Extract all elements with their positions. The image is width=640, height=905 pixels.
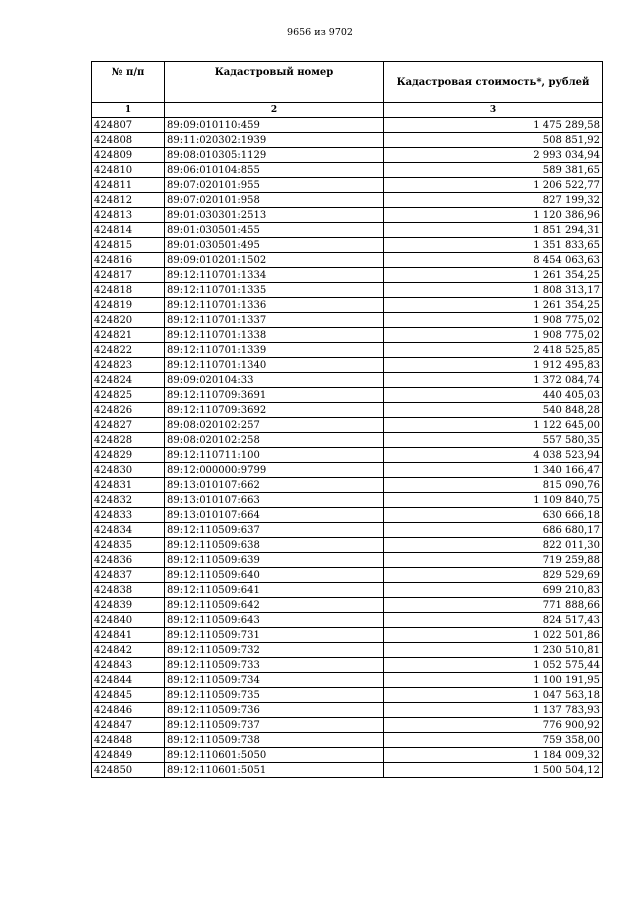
cadastral-number-cell: 89:01:030301:2513 — [165, 208, 384, 223]
row-index-cell: 424832 — [92, 493, 165, 508]
cadastral-number-cell: 89:13:010107:663 — [165, 493, 384, 508]
cadastral-value-cell: 1 047 563,18 — [384, 688, 603, 703]
cadastral-number-cell: 89:12:110709:3692 — [165, 403, 384, 418]
row-index-cell: 424834 — [92, 523, 165, 538]
table-row — [92, 703, 603, 718]
table-header-row — [92, 62, 603, 103]
row-index-cell: 424826 — [92, 403, 165, 418]
cadastral-number-cell: 89:12:110701:1339 — [165, 343, 384, 358]
cadastral-value-cell: 1 261 354,25 — [384, 268, 603, 283]
row-index-cell: 424824 — [92, 373, 165, 388]
table-row — [92, 313, 603, 328]
row-index-cell: 424813 — [92, 208, 165, 223]
table-row — [92, 493, 603, 508]
cadastral-value-cell: 1 908 775,02 — [384, 313, 603, 328]
cadastral-value-table — [91, 61, 603, 778]
cadastral-number-cell: 89:08:020102:258 — [165, 433, 384, 448]
row-index-cell: 424840 — [92, 613, 165, 628]
table-row — [92, 688, 603, 703]
table-row — [92, 268, 603, 283]
cadastral-value-cell: 8 454 063,63 — [384, 253, 603, 268]
row-index-cell: 424828 — [92, 433, 165, 448]
table-row — [92, 118, 603, 133]
table-row — [92, 613, 603, 628]
cadastral-value-cell: 827 199,32 — [384, 193, 603, 208]
cadastral-number-cell: 89:12:110701:1335 — [165, 283, 384, 298]
row-index-cell: 424844 — [92, 673, 165, 688]
row-index-cell: 424837 — [92, 568, 165, 583]
table-row — [92, 178, 603, 193]
cadastral-number-cell: 89:12:110601:5050 — [165, 748, 384, 763]
cadastral-number-cell: 89:12:110509:732 — [165, 643, 384, 658]
row-index-cell: 424822 — [92, 343, 165, 358]
cadastral-number-cell: 89:12:110709:3691 — [165, 388, 384, 403]
table-row — [92, 568, 603, 583]
table-row — [92, 643, 603, 658]
table-row — [92, 673, 603, 688]
row-index-cell: 424808 — [92, 133, 165, 148]
cadastral-value-cell: 1 475 289,58 — [384, 118, 603, 133]
cadastral-value-cell: 2 418 525,85 — [384, 343, 603, 358]
table-row — [92, 433, 603, 448]
cadastral-number-cell: 89:12:110509:733 — [165, 658, 384, 673]
table-row — [92, 463, 603, 478]
table-row — [92, 508, 603, 523]
table-row — [92, 388, 603, 403]
cadastral-value-cell: 1 109 840,75 — [384, 493, 603, 508]
cadastral-number-cell: 89:12:110509:642 — [165, 598, 384, 613]
cadastral-value-cell: 1 100 191,95 — [384, 673, 603, 688]
row-index-cell: 424815 — [92, 238, 165, 253]
cadastral-value-cell: 1 851 294,31 — [384, 223, 603, 238]
cadastral-value-cell: 589 381,65 — [384, 163, 603, 178]
cadastral-number-cell: 89:06:010104:855 — [165, 163, 384, 178]
cadastral-number-cell: 89:11:020302:1939 — [165, 133, 384, 148]
column-number-1: 1 — [92, 103, 165, 118]
cadastral-number-cell: 89:07:020101:955 — [165, 178, 384, 193]
table-row — [92, 583, 603, 598]
cadastral-value-cell: 815 090,76 — [384, 478, 603, 493]
cadastral-value-cell: 1 500 504,12 — [384, 763, 603, 778]
cadastral-value-cell: 557 580,35 — [384, 433, 603, 448]
row-index-cell: 424831 — [92, 478, 165, 493]
cadastral-number-cell: 89:13:010107:662 — [165, 478, 384, 493]
table-row — [92, 253, 603, 268]
table-row — [92, 373, 603, 388]
table-row — [92, 448, 603, 463]
cadastral-value-cell: 1 372 084,74 — [384, 373, 603, 388]
cadastral-number-cell: 89:12:110701:1337 — [165, 313, 384, 328]
table-row — [92, 718, 603, 733]
row-index-cell: 424847 — [92, 718, 165, 733]
table-row — [92, 148, 603, 163]
column-number-2: 2 — [165, 103, 384, 118]
cadastral-value-cell: 822 011,30 — [384, 538, 603, 553]
cadastral-value-cell: 630 666,18 — [384, 508, 603, 523]
cadastral-value-cell: 1 908 775,02 — [384, 328, 603, 343]
row-index-cell: 424848 — [92, 733, 165, 748]
row-index-cell: 424810 — [92, 163, 165, 178]
cadastral-number-cell: 89:12:110509:734 — [165, 673, 384, 688]
cadastral-number-cell: 89:09:010201:1502 — [165, 253, 384, 268]
cadastral-value-cell: 1 340 166,47 — [384, 463, 603, 478]
table-row — [92, 658, 603, 673]
cadastral-value-cell: 759 358,00 — [384, 733, 603, 748]
row-index-cell: 424809 — [92, 148, 165, 163]
row-index-cell: 424818 — [92, 283, 165, 298]
row-index-cell: 424807 — [92, 118, 165, 133]
cadastral-value-cell: 2 993 034,94 — [384, 148, 603, 163]
cadastral-value-cell: 719 259,88 — [384, 553, 603, 568]
cadastral-number-cell: 89:07:020101:958 — [165, 193, 384, 208]
cadastral-value-cell: 686 680,17 — [384, 523, 603, 538]
table-row — [92, 523, 603, 538]
cadastral-value-cell: 771 888,66 — [384, 598, 603, 613]
cadastral-value-cell: 1 261 354,25 — [384, 298, 603, 313]
row-index-cell: 424841 — [92, 628, 165, 643]
table-row — [92, 628, 603, 643]
row-index-cell: 424830 — [92, 463, 165, 478]
cadastral-number-cell: 89:12:110711:100 — [165, 448, 384, 463]
cadastral-number-cell: 89:13:010107:664 — [165, 508, 384, 523]
header-cadastral-value: Кадастровая стоимость*, рублей — [384, 62, 603, 103]
table-row — [92, 733, 603, 748]
cadastral-value-cell: 440 405,03 — [384, 388, 603, 403]
row-index-cell: 424850 — [92, 763, 165, 778]
cadastral-value-cell: 776 900,92 — [384, 718, 603, 733]
cadastral-value-cell: 1 206 522,77 — [384, 178, 603, 193]
cadastral-value-cell: 1 351 833,65 — [384, 238, 603, 253]
row-index-cell: 424825 — [92, 388, 165, 403]
row-index-cell: 424821 — [92, 328, 165, 343]
table-row — [92, 343, 603, 358]
cadastral-value-cell: 1 122 645,00 — [384, 418, 603, 433]
row-index-cell: 424836 — [92, 553, 165, 568]
cadastral-number-cell: 89:08:020102:257 — [165, 418, 384, 433]
table-row — [92, 748, 603, 763]
column-number-row — [92, 103, 603, 118]
table-row — [92, 238, 603, 253]
cadastral-number-cell: 89:09:020104:33 — [165, 373, 384, 388]
row-index-cell: 424838 — [92, 583, 165, 598]
header-row-number: № п/п — [92, 62, 165, 103]
cadastral-number-cell: 89:12:110509:735 — [165, 688, 384, 703]
cadastral-number-cell: 89:12:110509:738 — [165, 733, 384, 748]
cadastral-number-cell: 89:12:110701:1336 — [165, 298, 384, 313]
row-index-cell: 424814 — [92, 223, 165, 238]
table-row — [92, 763, 603, 778]
cadastral-value-cell: 4 038 523,94 — [384, 448, 603, 463]
cadastral-number-cell: 89:12:110601:5051 — [165, 763, 384, 778]
column-number-3: 3 — [384, 103, 603, 118]
cadastral-value-cell: 1 120 386,96 — [384, 208, 603, 223]
table-row — [92, 328, 603, 343]
row-index-cell: 424849 — [92, 748, 165, 763]
table-row — [92, 598, 603, 613]
cadastral-value-cell: 1 184 009,32 — [384, 748, 603, 763]
table-row — [92, 133, 603, 148]
cadastral-number-cell: 89:12:110509:637 — [165, 523, 384, 538]
cadastral-number-cell: 89:12:110509:641 — [165, 583, 384, 598]
cadastral-number-cell: 89:12:110509:640 — [165, 568, 384, 583]
table-row — [92, 538, 603, 553]
cadastral-value-cell: 1 912 495,83 — [384, 358, 603, 373]
table-row — [92, 208, 603, 223]
row-index-cell: 424819 — [92, 298, 165, 313]
cadastral-value-cell: 1 022 501,86 — [384, 628, 603, 643]
table-row — [92, 403, 603, 418]
cadastral-value-cell: 829 529,69 — [384, 568, 603, 583]
cadastral-number-cell: 89:12:110701:1338 — [165, 328, 384, 343]
cadastral-number-cell: 89:12:110701:1340 — [165, 358, 384, 373]
table-row — [92, 418, 603, 433]
cadastral-number-cell: 89:01:030501:495 — [165, 238, 384, 253]
row-index-cell: 424833 — [92, 508, 165, 523]
table-row — [92, 478, 603, 493]
cadastral-value-cell: 1 808 313,17 — [384, 283, 603, 298]
cadastral-number-cell: 89:12:110509:736 — [165, 703, 384, 718]
table-row — [92, 193, 603, 208]
table-row — [92, 283, 603, 298]
row-index-cell: 424839 — [92, 598, 165, 613]
table-row — [92, 358, 603, 373]
row-index-cell: 424816 — [92, 253, 165, 268]
cadastral-number-cell: 89:01:030501:455 — [165, 223, 384, 238]
row-index-cell: 424811 — [92, 178, 165, 193]
row-index-cell: 424823 — [92, 358, 165, 373]
row-index-cell: 424843 — [92, 658, 165, 673]
cadastral-value-cell: 540 848,28 — [384, 403, 603, 418]
row-index-cell: 424817 — [92, 268, 165, 283]
row-index-cell: 424835 — [92, 538, 165, 553]
cadastral-number-cell: 89:12:110509:731 — [165, 628, 384, 643]
table-row — [92, 163, 603, 178]
cadastral-number-cell: 89:12:110509:639 — [165, 553, 384, 568]
row-index-cell: 424846 — [92, 703, 165, 718]
row-index-cell: 424812 — [92, 193, 165, 208]
cadastral-value-cell: 1 230 510,81 — [384, 643, 603, 658]
row-index-cell: 424827 — [92, 418, 165, 433]
table-body — [92, 118, 603, 778]
cadastral-value-cell: 1 137 783,93 — [384, 703, 603, 718]
table-row — [92, 223, 603, 238]
table-row — [92, 298, 603, 313]
cadastral-value-cell: 824 517,43 — [384, 613, 603, 628]
cadastral-number-cell: 89:12:110509:643 — [165, 613, 384, 628]
cadastral-number-cell: 89:08:010305:1129 — [165, 148, 384, 163]
row-index-cell: 424829 — [92, 448, 165, 463]
cadastral-number-cell: 89:09:010110:459 — [165, 118, 384, 133]
header-cadastral-number: Кадастровый номер — [165, 62, 384, 103]
row-index-cell: 424820 — [92, 313, 165, 328]
cadastral-value-cell: 699 210,83 — [384, 583, 603, 598]
cadastral-number-cell: 89:12:110509:737 — [165, 718, 384, 733]
row-index-cell: 424845 — [92, 688, 165, 703]
cadastral-number-cell: 89:12:110509:638 — [165, 538, 384, 553]
cadastral-value-cell: 508 851,92 — [384, 133, 603, 148]
row-index-cell: 424842 — [92, 643, 165, 658]
table-row — [92, 553, 603, 568]
cadastral-number-cell: 89:12:000000:9799 — [165, 463, 384, 478]
cadastral-value-cell: 1 052 575,44 — [384, 658, 603, 673]
page-number-header: 9656 из 9702 — [287, 27, 353, 38]
cadastral-number-cell: 89:12:110701:1334 — [165, 268, 384, 283]
